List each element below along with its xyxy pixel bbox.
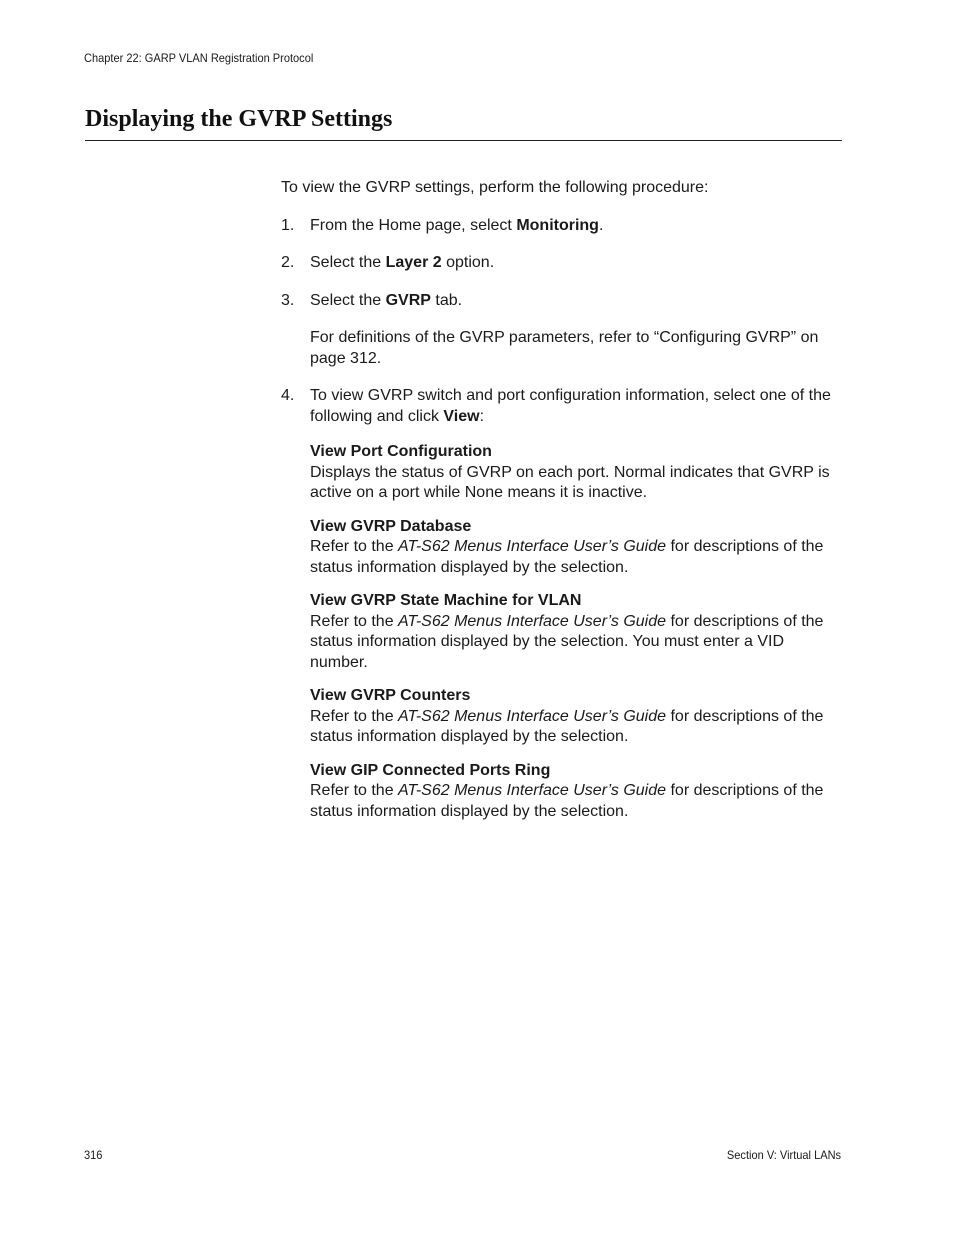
page-number: 316	[84, 1148, 103, 1162]
option-view-gvrp-state-machine	[281, 591, 843, 673]
step-text: tab.	[430, 291, 463, 309]
option-description: Refer to the AT-S62 Menus Interface User’s Guide for descriptions of the status information displayed by the selection.	[310, 782, 824, 820]
option-description: Refer to the AT-S62 Menus Interface User’s Guide for descriptions of the status information displayed by the selection. You must enter a VID number.	[310, 612, 824, 671]
option-view-gvrp-counters	[281, 686, 843, 748]
ui-term: Layer 2	[385, 254, 442, 271]
guide-reference: AT-S62 Menus Interface User’s Guide	[398, 782, 667, 799]
procedure-body	[281, 178, 843, 835]
intro-text: To view the GVRP settings, perform the following procedure:	[281, 179, 709, 196]
option-description: Refer to the AT-S62 Menus Interface User’s Guide for descriptions of the status information displayed by the selection.	[310, 707, 824, 745]
step-text: :	[479, 407, 485, 425]
step-number: 3.	[281, 291, 295, 309]
guide-reference: AT-S62 Menus Interface User’s Guide	[398, 538, 667, 555]
step-3	[281, 291, 843, 312]
step-3-note: For definitions of the GVRP parameters, refer to “Configuring GVRP” on page 312.	[310, 329, 819, 367]
step-text: .	[598, 216, 604, 234]
step-text: Select the	[310, 291, 386, 309]
ui-term: GVRP	[385, 291, 431, 309]
option-title: View Port Configuration	[310, 443, 492, 460]
step-number: 1.	[281, 216, 295, 234]
step-number: 2.	[281, 254, 295, 271]
option-view-gvrp-database	[281, 517, 843, 579]
option-view-port-configuration	[281, 442, 843, 504]
footer-section: Section V: Virtual LANs	[726, 1148, 841, 1162]
ui-term: View	[443, 407, 480, 425]
step-number: 4.	[281, 387, 295, 404]
option-title: View GVRP Database	[310, 517, 472, 535]
option-description: Displays the status of GVRP on each port. Normal indicates that GVRP is active on a port while None means it is inactive.	[310, 463, 830, 501]
step-2	[281, 253, 843, 274]
step-1	[281, 216, 843, 237]
guide-reference: AT-S62 Menus Interface User’s Guide	[398, 707, 667, 725]
step-4	[281, 386, 843, 427]
title-rule	[85, 140, 842, 141]
step-text: Select the	[310, 254, 386, 271]
ui-term: Monitoring	[516, 216, 599, 234]
option-title: View GVRP Counters	[310, 687, 471, 704]
running-head: Chapter 22: GARP VLAN Registration Protocol	[84, 51, 314, 65]
option-description: Refer to the AT-S62 Menus Interface User’s Guide for descriptions of the status information displayed by the selection.	[310, 538, 824, 576]
step-text: From the Home page, select	[310, 216, 517, 234]
step-text: To view GVRP switch and port configuration information, select one of the following and click	[310, 387, 831, 425]
option-title: View GVRP State Machine for VLAN	[310, 592, 582, 609]
option-view-gip-connected-ports-ring	[281, 761, 843, 823]
guide-reference: AT-S62 Menus Interface User’s Guide	[398, 612, 667, 630]
step-text: option.	[441, 254, 495, 271]
section-title: Displaying the GVRP Settings	[85, 106, 393, 132]
option-title: View GIP Connected Ports Ring	[310, 761, 551, 779]
